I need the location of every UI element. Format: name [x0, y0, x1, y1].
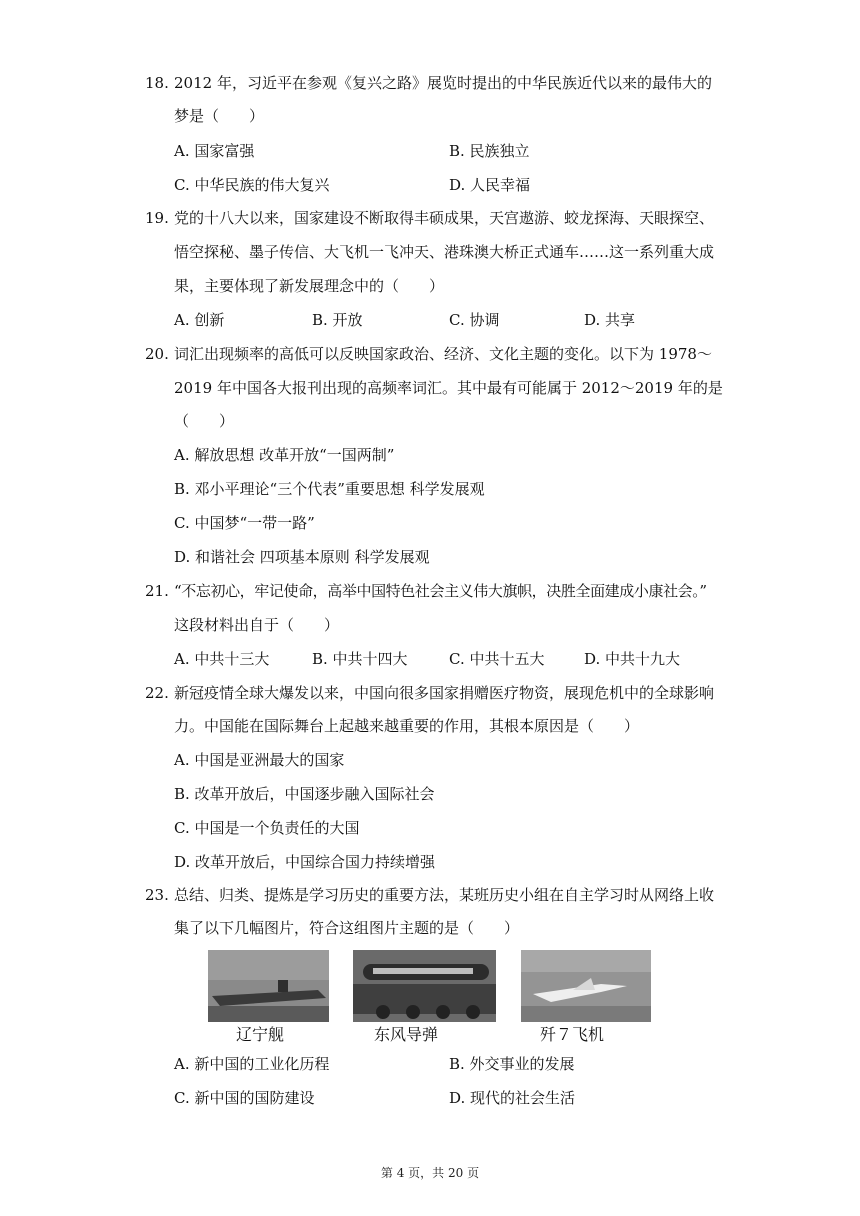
question-text: 2019 年中国各大报刊出现的高频率词汇。其中最有可能属于 2012～2019 年的是: [174, 379, 723, 397]
question-number: 19.: [145, 209, 169, 227]
question-text: 2012 年，习近平在参观《复兴之路》展览时提出的中华民族近代以来的最伟大的: [174, 74, 712, 92]
option-c[interactable]: C. 中共十五大: [449, 650, 545, 668]
option-d[interactable]: D. 现代的社会生活: [449, 1089, 576, 1107]
option-d[interactable]: D. 人民幸福: [449, 176, 531, 194]
option-c[interactable]: C. 协调: [449, 311, 500, 329]
question-number: 21.: [145, 582, 169, 600]
option-b[interactable]: B. 中共十四大: [312, 650, 408, 668]
question-text: 力。中国能在国际舞台上起越来越重要的作用，其根本原因是（ ）: [174, 717, 640, 735]
question-text: 这段材料出自于（ ）: [174, 616, 340, 634]
option-a[interactable]: A. 中共十三大: [174, 650, 270, 668]
question-text: 党的十八大以来，国家建设不断取得丰硕成果，天宫遨游、蛟龙探海、天眼探空、: [174, 209, 715, 227]
page-footer: 第 4 页，共 20 页: [380, 1166, 480, 1180]
option-a[interactable]: A. 中国是亚洲最大的国家: [174, 751, 345, 769]
option-c[interactable]: C. 中国梦“一带一路”: [174, 514, 315, 532]
question-text: （ ）: [174, 412, 235, 430]
liaoning-carrier-photo: [208, 950, 329, 1022]
j7-fighter-photo: [521, 950, 651, 1022]
option-b[interactable]: B. 邓小平理论“三个代表”重要思想 科学发展观: [174, 480, 485, 498]
question-number: 20.: [145, 345, 169, 363]
image-caption: 辽宁舰: [236, 1025, 285, 1044]
option-a[interactable]: A. 解放思想 改革开放“一国两制”: [174, 446, 395, 464]
question-text: 悟空探秘、墨子传信、大飞机一飞冲天、港珠澳大桥正式通车……这一系列重大成: [174, 243, 715, 261]
option-c[interactable]: C. 新中国的国防建设: [174, 1089, 315, 1107]
question-number: 23.: [145, 886, 169, 904]
question-text: 新冠疫情全球大爆发以来，中国向很多国家捐赠医疗物资，展现危机中的全球影响: [174, 684, 715, 702]
option-b[interactable]: B. 改革开放后，中国逐步融入国际社会: [174, 785, 435, 803]
dongfeng-missile-photo: [353, 950, 496, 1022]
image-caption: 歼７飞机: [540, 1025, 605, 1044]
image-caption: 东风导弹: [374, 1025, 439, 1044]
option-d[interactable]: D. 和谐社会 四项基本原则 科学发展观: [174, 548, 430, 566]
option-c[interactable]: C. 中华民族的伟大复兴: [174, 176, 330, 194]
option-d[interactable]: D. 改革开放后，中国综合国力持续增强: [174, 853, 436, 871]
question-text: 词汇出现频率的高低可以反映国家政治、经济、文化主题的变化。以下为 1978～: [174, 345, 712, 363]
option-d[interactable]: D. 共享: [584, 311, 636, 329]
question-text: 果，主要体现了新发展理念中的（ ）: [174, 277, 445, 295]
option-b[interactable]: B. 开放: [312, 311, 363, 329]
option-a[interactable]: A. 新中国的工业化历程: [174, 1055, 330, 1073]
question-text: 集了以下几幅图片，符合这组图片主题的是（ ）: [174, 919, 520, 937]
option-a[interactable]: A. 国家富强: [174, 142, 255, 160]
question-text: “不忘初心，牢记使命，高举中国特色社会主义伟大旗帜，决胜全面建成小康社会。”: [174, 582, 707, 600]
question-text: 总结、归类、提炼是学习历史的重要方法，某班历史小组在自主学习时从网络上收: [174, 886, 715, 904]
option-b[interactable]: B. 外交事业的发展: [449, 1055, 575, 1073]
question-text: 梦是（ ）: [174, 107, 265, 125]
option-b[interactable]: B. 民族独立: [449, 142, 530, 160]
option-a[interactable]: A. 创新: [174, 311, 225, 329]
question-number: 18.: [145, 74, 169, 92]
option-c[interactable]: C. 中国是一个负责任的大国: [174, 819, 360, 837]
question-number: 22.: [145, 684, 169, 702]
option-d[interactable]: D. 中共十九大: [584, 650, 681, 668]
